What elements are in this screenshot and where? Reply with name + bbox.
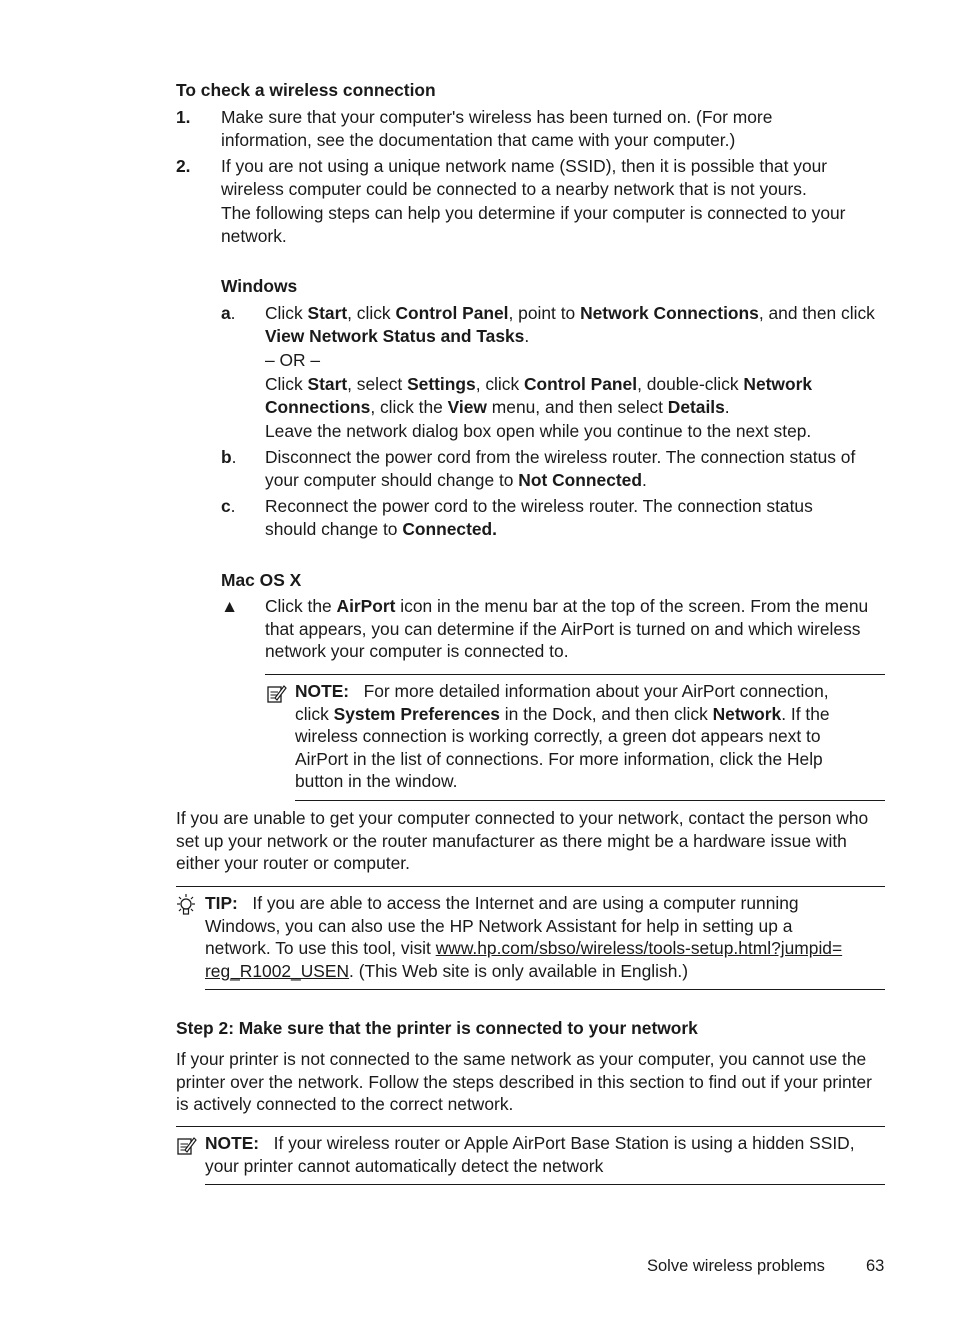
- note-text: NOTE: For more detailed information about your AirPort connection, click System Preferences in the Dock, and then click Network. If the wireless connection is working correctly, a green dot appears next to AirPort in the list of connections. For more information, click the Help button in the window.: [295, 681, 830, 792]
- step-text: Make sure that your computer's wireless has been turned on. (For more information, see the documentation that came with your computer.): [221, 107, 773, 150]
- step-number: 2.: [176, 156, 191, 176]
- substep-b-text: Disconnect the power cord from the wireless router. The connection status of your computer should change to Not Connected.: [265, 447, 856, 490]
- page-number: 63: [866, 1257, 885, 1275]
- note2-text: NOTE: If your wireless router or Apple AirPort Base Station is using a hidden SSID, your printer cannot automatically detect the network: [205, 1133, 855, 1176]
- footer-section-title: Solve wireless problems: [647, 1257, 825, 1275]
- substep-label-c: c.: [221, 496, 236, 516]
- section-title: To check a wireless connection: [176, 80, 436, 100]
- substep-label-b: b.: [221, 447, 237, 467]
- note2-top-rule: [176, 1126, 885, 1127]
- note-icon: [266, 683, 288, 705]
- unable-paragraph: If you are unable to get your computer connected to your network, contact the person who set up your network or the router manufacturer as there might be a hardware issue with either your router or computer.: [176, 808, 869, 874]
- step-text: If you are not using a unique network name (SSID), then it is possible that your wireless computer could be connected to a nearby network that is not yours.: [221, 156, 828, 199]
- step2-title: Step 2: Make sure that the printer is connected to your network: [176, 1018, 698, 1038]
- substep-a-alt-text: Click Start, select Settings, click Control Panel, double-click Network Connections, click the View menu, and then select Details.: [265, 374, 813, 417]
- tip-text: TIP: If you are able to access the Internet and are using a computer running Windows, you can also use the HP Network Assistant for help in setting up a network. To use this tool, visit www.hp.com/sbso/wireless/tools-setup.html?jumpid=reg_R1002_USEN. (This Web site is only available in English.): [205, 893, 843, 981]
- substep-a-text: Click Start, click Control Panel, point to Network Connections, and then click View Network Status and Tasks.: [265, 303, 875, 346]
- note-icon: [176, 1135, 198, 1157]
- step2-body: If your printer is not connected to the same network as your computer, you cannot use the printer over the network. Follow the steps described in this section to find out if your printer is actively connected to the correct network.: [176, 1049, 872, 1115]
- substep-label-a: a.: [221, 303, 236, 323]
- or-separator: – OR –: [265, 350, 321, 370]
- step-extra-text: The following steps can help you determine if your computer is connected to your network.: [221, 203, 846, 246]
- lightbulb-icon: [174, 893, 198, 919]
- triangle-bullet-icon: ▲: [221, 596, 239, 616]
- tools-setup-link[interactable]: www.hp.com/sbso/wireless/tools-setup.html?jumpid=reg_R1002_USEN: [205, 938, 843, 981]
- tip-bottom-rule: [205, 989, 885, 990]
- substep-c-text: Reconnect the power cord to the wireless router. The connection status should change to Connected.: [265, 496, 813, 539]
- note2-bottom-rule: [205, 1184, 885, 1185]
- substep-a-leave-text: Leave the network dialog box open while you continue to the next step.: [265, 421, 812, 441]
- note-bottom-rule: [295, 800, 885, 801]
- note-top-rule: [265, 674, 885, 675]
- mac-heading: Mac OS X: [221, 570, 302, 590]
- mac-step-text: Click the AirPort icon in the menu bar at the top of the screen. From the menu that appears, you can determine if the AirPort is turned on and which wireless network your computer is connected to.: [265, 596, 869, 662]
- step-number: 1.: [176, 107, 191, 127]
- tip-top-rule: [176, 886, 885, 887]
- windows-heading: Windows: [221, 276, 298, 296]
